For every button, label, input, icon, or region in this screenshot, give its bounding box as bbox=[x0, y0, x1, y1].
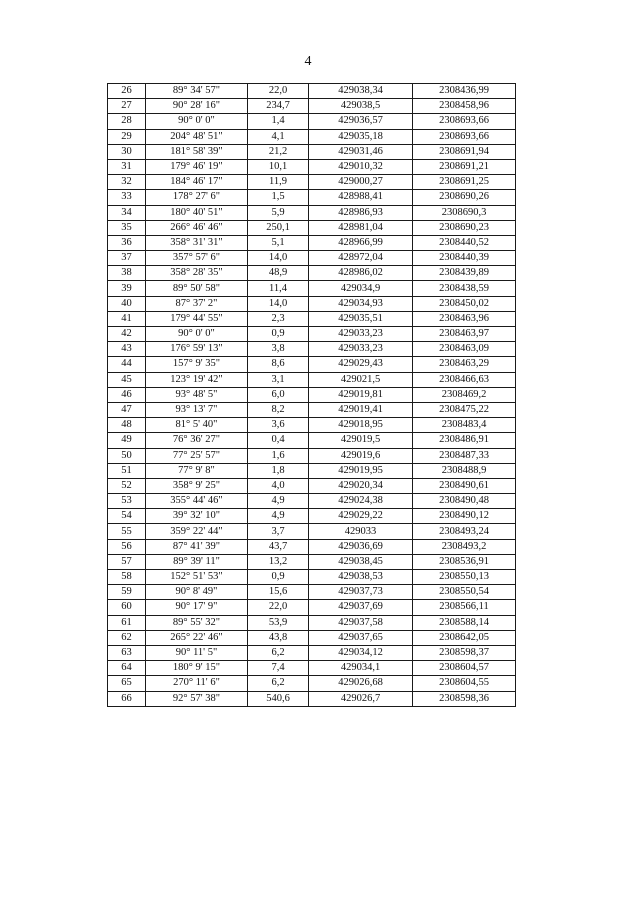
table-row bbox=[108, 478, 516, 493]
table-row bbox=[108, 676, 516, 691]
table-row bbox=[108, 539, 516, 554]
point-number-cell: 48 bbox=[108, 418, 146, 433]
angle-cell: 89° 39' 11" bbox=[146, 554, 248, 569]
angle-cell: 89° 34' 57" bbox=[146, 84, 248, 99]
angle-cell: 92° 57' 38" bbox=[146, 691, 248, 706]
distance-cell: 15,6 bbox=[248, 585, 309, 600]
y-coordinate-cell: 2308463,09 bbox=[413, 342, 516, 357]
point-number-cell: 28 bbox=[108, 114, 146, 129]
distance-cell: 43,8 bbox=[248, 630, 309, 645]
x-coordinate-cell: 429035,18 bbox=[309, 129, 413, 144]
distance-cell: 48,9 bbox=[248, 266, 309, 281]
angle-cell: 358° 28' 35" bbox=[146, 266, 248, 281]
y-coordinate-cell: 2308466,63 bbox=[413, 372, 516, 387]
distance-cell: 4,0 bbox=[248, 478, 309, 493]
x-coordinate-cell: 428981,04 bbox=[309, 220, 413, 235]
y-coordinate-cell: 2308550,13 bbox=[413, 570, 516, 585]
table-row bbox=[108, 220, 516, 235]
table-row bbox=[108, 372, 516, 387]
angle-cell: 359° 22' 44" bbox=[146, 524, 248, 539]
x-coordinate-cell: 429000,27 bbox=[309, 175, 413, 190]
x-coordinate-cell: 429019,5 bbox=[309, 433, 413, 448]
x-coordinate-cell: 429034,93 bbox=[309, 296, 413, 311]
table-row bbox=[108, 327, 516, 342]
angle-cell: 355° 44' 46" bbox=[146, 494, 248, 509]
point-number-cell: 29 bbox=[108, 129, 146, 144]
y-coordinate-cell: 2308490,48 bbox=[413, 494, 516, 509]
coordinates-table bbox=[107, 83, 516, 707]
table-row bbox=[108, 144, 516, 159]
table-row bbox=[108, 159, 516, 174]
table-row bbox=[108, 661, 516, 676]
y-coordinate-cell: 2308604,57 bbox=[413, 661, 516, 676]
point-number-cell: 37 bbox=[108, 251, 146, 266]
angle-cell: 77° 25' 57" bbox=[146, 448, 248, 463]
y-coordinate-cell: 2308588,14 bbox=[413, 615, 516, 630]
point-number-cell: 41 bbox=[108, 311, 146, 326]
x-coordinate-cell: 429037,73 bbox=[309, 585, 413, 600]
table-row bbox=[108, 585, 516, 600]
point-number-cell: 33 bbox=[108, 190, 146, 205]
distance-cell: 14,0 bbox=[248, 296, 309, 311]
point-number-cell: 58 bbox=[108, 570, 146, 585]
x-coordinate-cell: 428972,04 bbox=[309, 251, 413, 266]
x-coordinate-cell: 428988,41 bbox=[309, 190, 413, 205]
y-coordinate-cell: 2308438,59 bbox=[413, 281, 516, 296]
angle-cell: 157° 9' 35" bbox=[146, 357, 248, 372]
table-row bbox=[108, 448, 516, 463]
table-row bbox=[108, 296, 516, 311]
angle-cell: 90° 17' 9" bbox=[146, 600, 248, 615]
angle-cell: 90° 0' 0" bbox=[146, 114, 248, 129]
table-row bbox=[108, 630, 516, 645]
table-row bbox=[108, 235, 516, 250]
table-row bbox=[108, 114, 516, 129]
distance-cell: 234,7 bbox=[248, 99, 309, 114]
distance-cell: 3,8 bbox=[248, 342, 309, 357]
angle-cell: 270° 11' 6" bbox=[146, 676, 248, 691]
angle-cell: 76° 36' 27" bbox=[146, 433, 248, 448]
angle-cell: 357° 57' 6" bbox=[146, 251, 248, 266]
distance-cell: 1,8 bbox=[248, 463, 309, 478]
table-row bbox=[108, 433, 516, 448]
table-row bbox=[108, 691, 516, 706]
point-number-cell: 31 bbox=[108, 159, 146, 174]
x-coordinate-cell: 429031,46 bbox=[309, 144, 413, 159]
point-number-cell: 43 bbox=[108, 342, 146, 357]
angle-cell: 180° 9' 15" bbox=[146, 661, 248, 676]
distance-cell: 4,9 bbox=[248, 509, 309, 524]
point-number-cell: 60 bbox=[108, 600, 146, 615]
table-row bbox=[108, 281, 516, 296]
angle-cell: 89° 50' 58" bbox=[146, 281, 248, 296]
angle-cell: 179° 46' 19" bbox=[146, 159, 248, 174]
y-coordinate-cell: 2308550,54 bbox=[413, 585, 516, 600]
distance-cell: 3,7 bbox=[248, 524, 309, 539]
table-row bbox=[108, 84, 516, 99]
y-coordinate-cell: 2308488,9 bbox=[413, 463, 516, 478]
y-coordinate-cell: 2308436,99 bbox=[413, 84, 516, 99]
y-coordinate-cell: 2308690,23 bbox=[413, 220, 516, 235]
table-row bbox=[108, 311, 516, 326]
coordinates-table-body bbox=[108, 84, 516, 707]
y-coordinate-cell: 2308463,97 bbox=[413, 327, 516, 342]
x-coordinate-cell: 429026,7 bbox=[309, 691, 413, 706]
x-coordinate-cell: 429035,51 bbox=[309, 311, 413, 326]
angle-cell: 358° 31' 31" bbox=[146, 235, 248, 250]
distance-cell: 8,6 bbox=[248, 357, 309, 372]
distance-cell: 4,9 bbox=[248, 494, 309, 509]
x-coordinate-cell: 429038,34 bbox=[309, 84, 413, 99]
point-number-cell: 66 bbox=[108, 691, 146, 706]
y-coordinate-cell: 2308490,12 bbox=[413, 509, 516, 524]
y-coordinate-cell: 2308493,24 bbox=[413, 524, 516, 539]
y-coordinate-cell: 2308493,2 bbox=[413, 539, 516, 554]
distance-cell: 4,1 bbox=[248, 129, 309, 144]
angle-cell: 123° 19' 42" bbox=[146, 372, 248, 387]
y-coordinate-cell: 2308458,96 bbox=[413, 99, 516, 114]
point-number-cell: 63 bbox=[108, 645, 146, 660]
angle-cell: 81° 5' 40" bbox=[146, 418, 248, 433]
x-coordinate-cell: 429021,5 bbox=[309, 372, 413, 387]
distance-cell: 1,6 bbox=[248, 448, 309, 463]
angle-cell: 90° 11' 5" bbox=[146, 645, 248, 660]
x-coordinate-cell: 429037,69 bbox=[309, 600, 413, 615]
y-coordinate-cell: 2308691,25 bbox=[413, 175, 516, 190]
point-number-cell: 39 bbox=[108, 281, 146, 296]
table-row bbox=[108, 570, 516, 585]
point-number-cell: 44 bbox=[108, 357, 146, 372]
distance-cell: 14,0 bbox=[248, 251, 309, 266]
distance-cell: 0,9 bbox=[248, 570, 309, 585]
x-coordinate-cell: 429019,41 bbox=[309, 402, 413, 417]
distance-cell: 7,4 bbox=[248, 661, 309, 676]
angle-cell: 181° 58' 39" bbox=[146, 144, 248, 159]
y-coordinate-cell: 2308440,52 bbox=[413, 235, 516, 250]
x-coordinate-cell: 428966,99 bbox=[309, 235, 413, 250]
distance-cell: 5,9 bbox=[248, 205, 309, 220]
y-coordinate-cell: 2308566,11 bbox=[413, 600, 516, 615]
y-coordinate-cell: 2308691,21 bbox=[413, 159, 516, 174]
angle-cell: 176° 59' 13" bbox=[146, 342, 248, 357]
point-number-cell: 34 bbox=[108, 205, 146, 220]
angle-cell: 180° 40' 51" bbox=[146, 205, 248, 220]
point-number-cell: 36 bbox=[108, 235, 146, 250]
distance-cell: 0,4 bbox=[248, 433, 309, 448]
x-coordinate-cell: 429029,43 bbox=[309, 357, 413, 372]
angle-cell: 152° 51' 53" bbox=[146, 570, 248, 585]
y-coordinate-cell: 2308439,89 bbox=[413, 266, 516, 281]
angle-cell: 93° 48' 5" bbox=[146, 387, 248, 402]
page-number: 4 bbox=[304, 54, 312, 69]
x-coordinate-cell: 429019,6 bbox=[309, 448, 413, 463]
y-coordinate-cell: 2308690,3 bbox=[413, 205, 516, 220]
x-coordinate-cell: 429029,22 bbox=[309, 509, 413, 524]
point-number-cell: 35 bbox=[108, 220, 146, 235]
distance-cell: 8,2 bbox=[248, 402, 309, 417]
table-row bbox=[108, 251, 516, 266]
distance-cell: 3,1 bbox=[248, 372, 309, 387]
y-coordinate-cell: 2308463,96 bbox=[413, 311, 516, 326]
distance-cell: 11,9 bbox=[248, 175, 309, 190]
point-number-cell: 59 bbox=[108, 585, 146, 600]
point-number-cell: 53 bbox=[108, 494, 146, 509]
x-coordinate-cell: 429026,68 bbox=[309, 676, 413, 691]
x-coordinate-cell: 428986,93 bbox=[309, 205, 413, 220]
table-row bbox=[108, 266, 516, 281]
y-coordinate-cell: 2308693,66 bbox=[413, 114, 516, 129]
table-row bbox=[108, 129, 516, 144]
table-row bbox=[108, 509, 516, 524]
y-coordinate-cell: 2308598,37 bbox=[413, 645, 516, 660]
table-row bbox=[108, 205, 516, 220]
point-number-cell: 61 bbox=[108, 615, 146, 630]
x-coordinate-cell: 429010,32 bbox=[309, 159, 413, 174]
point-number-cell: 50 bbox=[108, 448, 146, 463]
distance-cell: 10,1 bbox=[248, 159, 309, 174]
x-coordinate-cell: 429033 bbox=[309, 524, 413, 539]
distance-cell: 250,1 bbox=[248, 220, 309, 235]
distance-cell: 540,6 bbox=[248, 691, 309, 706]
point-number-cell: 47 bbox=[108, 402, 146, 417]
x-coordinate-cell: 429034,12 bbox=[309, 645, 413, 660]
angle-cell: 87° 37' 2" bbox=[146, 296, 248, 311]
distance-cell: 13,2 bbox=[248, 554, 309, 569]
point-number-cell: 62 bbox=[108, 630, 146, 645]
angle-cell: 89° 55' 32" bbox=[146, 615, 248, 630]
table-row bbox=[108, 463, 516, 478]
y-coordinate-cell: 2308690,26 bbox=[413, 190, 516, 205]
x-coordinate-cell: 429038,53 bbox=[309, 570, 413, 585]
x-coordinate-cell: 429033,23 bbox=[309, 342, 413, 357]
point-number-cell: 55 bbox=[108, 524, 146, 539]
y-coordinate-cell: 2308486,91 bbox=[413, 433, 516, 448]
table-row bbox=[108, 600, 516, 615]
distance-cell: 43,7 bbox=[248, 539, 309, 554]
x-coordinate-cell: 429033,23 bbox=[309, 327, 413, 342]
angle-cell: 90° 8' 49" bbox=[146, 585, 248, 600]
angle-cell: 90° 28' 16" bbox=[146, 99, 248, 114]
angle-cell: 178° 27' 6" bbox=[146, 190, 248, 205]
table-row bbox=[108, 418, 516, 433]
angle-cell: 184° 46' 17" bbox=[146, 175, 248, 190]
point-number-cell: 42 bbox=[108, 327, 146, 342]
angle-cell: 179° 44' 55" bbox=[146, 311, 248, 326]
table-row bbox=[108, 342, 516, 357]
point-number-cell: 40 bbox=[108, 296, 146, 311]
y-coordinate-cell: 2308450,02 bbox=[413, 296, 516, 311]
y-coordinate-cell: 2308691,94 bbox=[413, 144, 516, 159]
point-number-cell: 64 bbox=[108, 661, 146, 676]
x-coordinate-cell: 429038,45 bbox=[309, 554, 413, 569]
table-row bbox=[108, 524, 516, 539]
y-coordinate-cell: 2308642,05 bbox=[413, 630, 516, 645]
y-coordinate-cell: 2308693,66 bbox=[413, 129, 516, 144]
distance-cell: 6,2 bbox=[248, 676, 309, 691]
distance-cell: 22,0 bbox=[248, 84, 309, 99]
angle-cell: 358° 9' 25" bbox=[146, 478, 248, 493]
y-coordinate-cell: 2308463,29 bbox=[413, 357, 516, 372]
point-number-cell: 65 bbox=[108, 676, 146, 691]
point-number-cell: 26 bbox=[108, 84, 146, 99]
table-row bbox=[108, 615, 516, 630]
distance-cell: 0,9 bbox=[248, 327, 309, 342]
distance-cell: 53,9 bbox=[248, 615, 309, 630]
x-coordinate-cell: 429037,65 bbox=[309, 630, 413, 645]
y-coordinate-cell: 2308536,91 bbox=[413, 554, 516, 569]
y-coordinate-cell: 2308487,33 bbox=[413, 448, 516, 463]
x-coordinate-cell: 429018,95 bbox=[309, 418, 413, 433]
distance-cell: 11,4 bbox=[248, 281, 309, 296]
table-row bbox=[108, 387, 516, 402]
angle-cell: 265° 22' 46" bbox=[146, 630, 248, 645]
x-coordinate-cell: 429036,57 bbox=[309, 114, 413, 129]
distance-cell: 21,2 bbox=[248, 144, 309, 159]
point-number-cell: 56 bbox=[108, 539, 146, 554]
x-coordinate-cell: 429020,34 bbox=[309, 478, 413, 493]
point-number-cell: 54 bbox=[108, 509, 146, 524]
distance-cell: 2,3 bbox=[248, 311, 309, 326]
angle-cell: 266° 46' 46" bbox=[146, 220, 248, 235]
point-number-cell: 30 bbox=[108, 144, 146, 159]
angle-cell: 204° 48' 51" bbox=[146, 129, 248, 144]
y-coordinate-cell: 2308440,39 bbox=[413, 251, 516, 266]
table-row bbox=[108, 402, 516, 417]
x-coordinate-cell: 429024,38 bbox=[309, 494, 413, 509]
x-coordinate-cell: 429019,95 bbox=[309, 463, 413, 478]
angle-cell: 90° 0' 0" bbox=[146, 327, 248, 342]
x-coordinate-cell: 429038,5 bbox=[309, 99, 413, 114]
x-coordinate-cell: 429034,9 bbox=[309, 281, 413, 296]
table-row bbox=[108, 494, 516, 509]
angle-cell: 93° 13' 7" bbox=[146, 402, 248, 417]
point-number-cell: 49 bbox=[108, 433, 146, 448]
x-coordinate-cell: 429036,69 bbox=[309, 539, 413, 554]
table-row bbox=[108, 190, 516, 205]
y-coordinate-cell: 2308475,22 bbox=[413, 402, 516, 417]
point-number-cell: 52 bbox=[108, 478, 146, 493]
table-row bbox=[108, 175, 516, 190]
distance-cell: 1,4 bbox=[248, 114, 309, 129]
y-coordinate-cell: 2308490,61 bbox=[413, 478, 516, 493]
table-row bbox=[108, 357, 516, 372]
angle-cell: 87° 41' 39" bbox=[146, 539, 248, 554]
distance-cell: 5,1 bbox=[248, 235, 309, 250]
point-number-cell: 46 bbox=[108, 387, 146, 402]
table-row bbox=[108, 99, 516, 114]
y-coordinate-cell: 2308483,4 bbox=[413, 418, 516, 433]
point-number-cell: 57 bbox=[108, 554, 146, 569]
x-coordinate-cell: 429019,81 bbox=[309, 387, 413, 402]
y-coordinate-cell: 2308469,2 bbox=[413, 387, 516, 402]
x-coordinate-cell: 429037,58 bbox=[309, 615, 413, 630]
distance-cell: 22,0 bbox=[248, 600, 309, 615]
angle-cell: 77° 9' 8" bbox=[146, 463, 248, 478]
point-number-cell: 45 bbox=[108, 372, 146, 387]
point-number-cell: 27 bbox=[108, 99, 146, 114]
y-coordinate-cell: 2308598,36 bbox=[413, 691, 516, 706]
angle-cell: 39° 32' 10" bbox=[146, 509, 248, 524]
x-coordinate-cell: 428986,02 bbox=[309, 266, 413, 281]
distance-cell: 6,0 bbox=[248, 387, 309, 402]
point-number-cell: 51 bbox=[108, 463, 146, 478]
x-coordinate-cell: 429034,1 bbox=[309, 661, 413, 676]
table-row bbox=[108, 645, 516, 660]
point-number-cell: 32 bbox=[108, 175, 146, 190]
distance-cell: 3,6 bbox=[248, 418, 309, 433]
y-coordinate-cell: 2308604,55 bbox=[413, 676, 516, 691]
point-number-cell: 38 bbox=[108, 266, 146, 281]
distance-cell: 6,2 bbox=[248, 645, 309, 660]
table-row bbox=[108, 554, 516, 569]
distance-cell: 1,5 bbox=[248, 190, 309, 205]
